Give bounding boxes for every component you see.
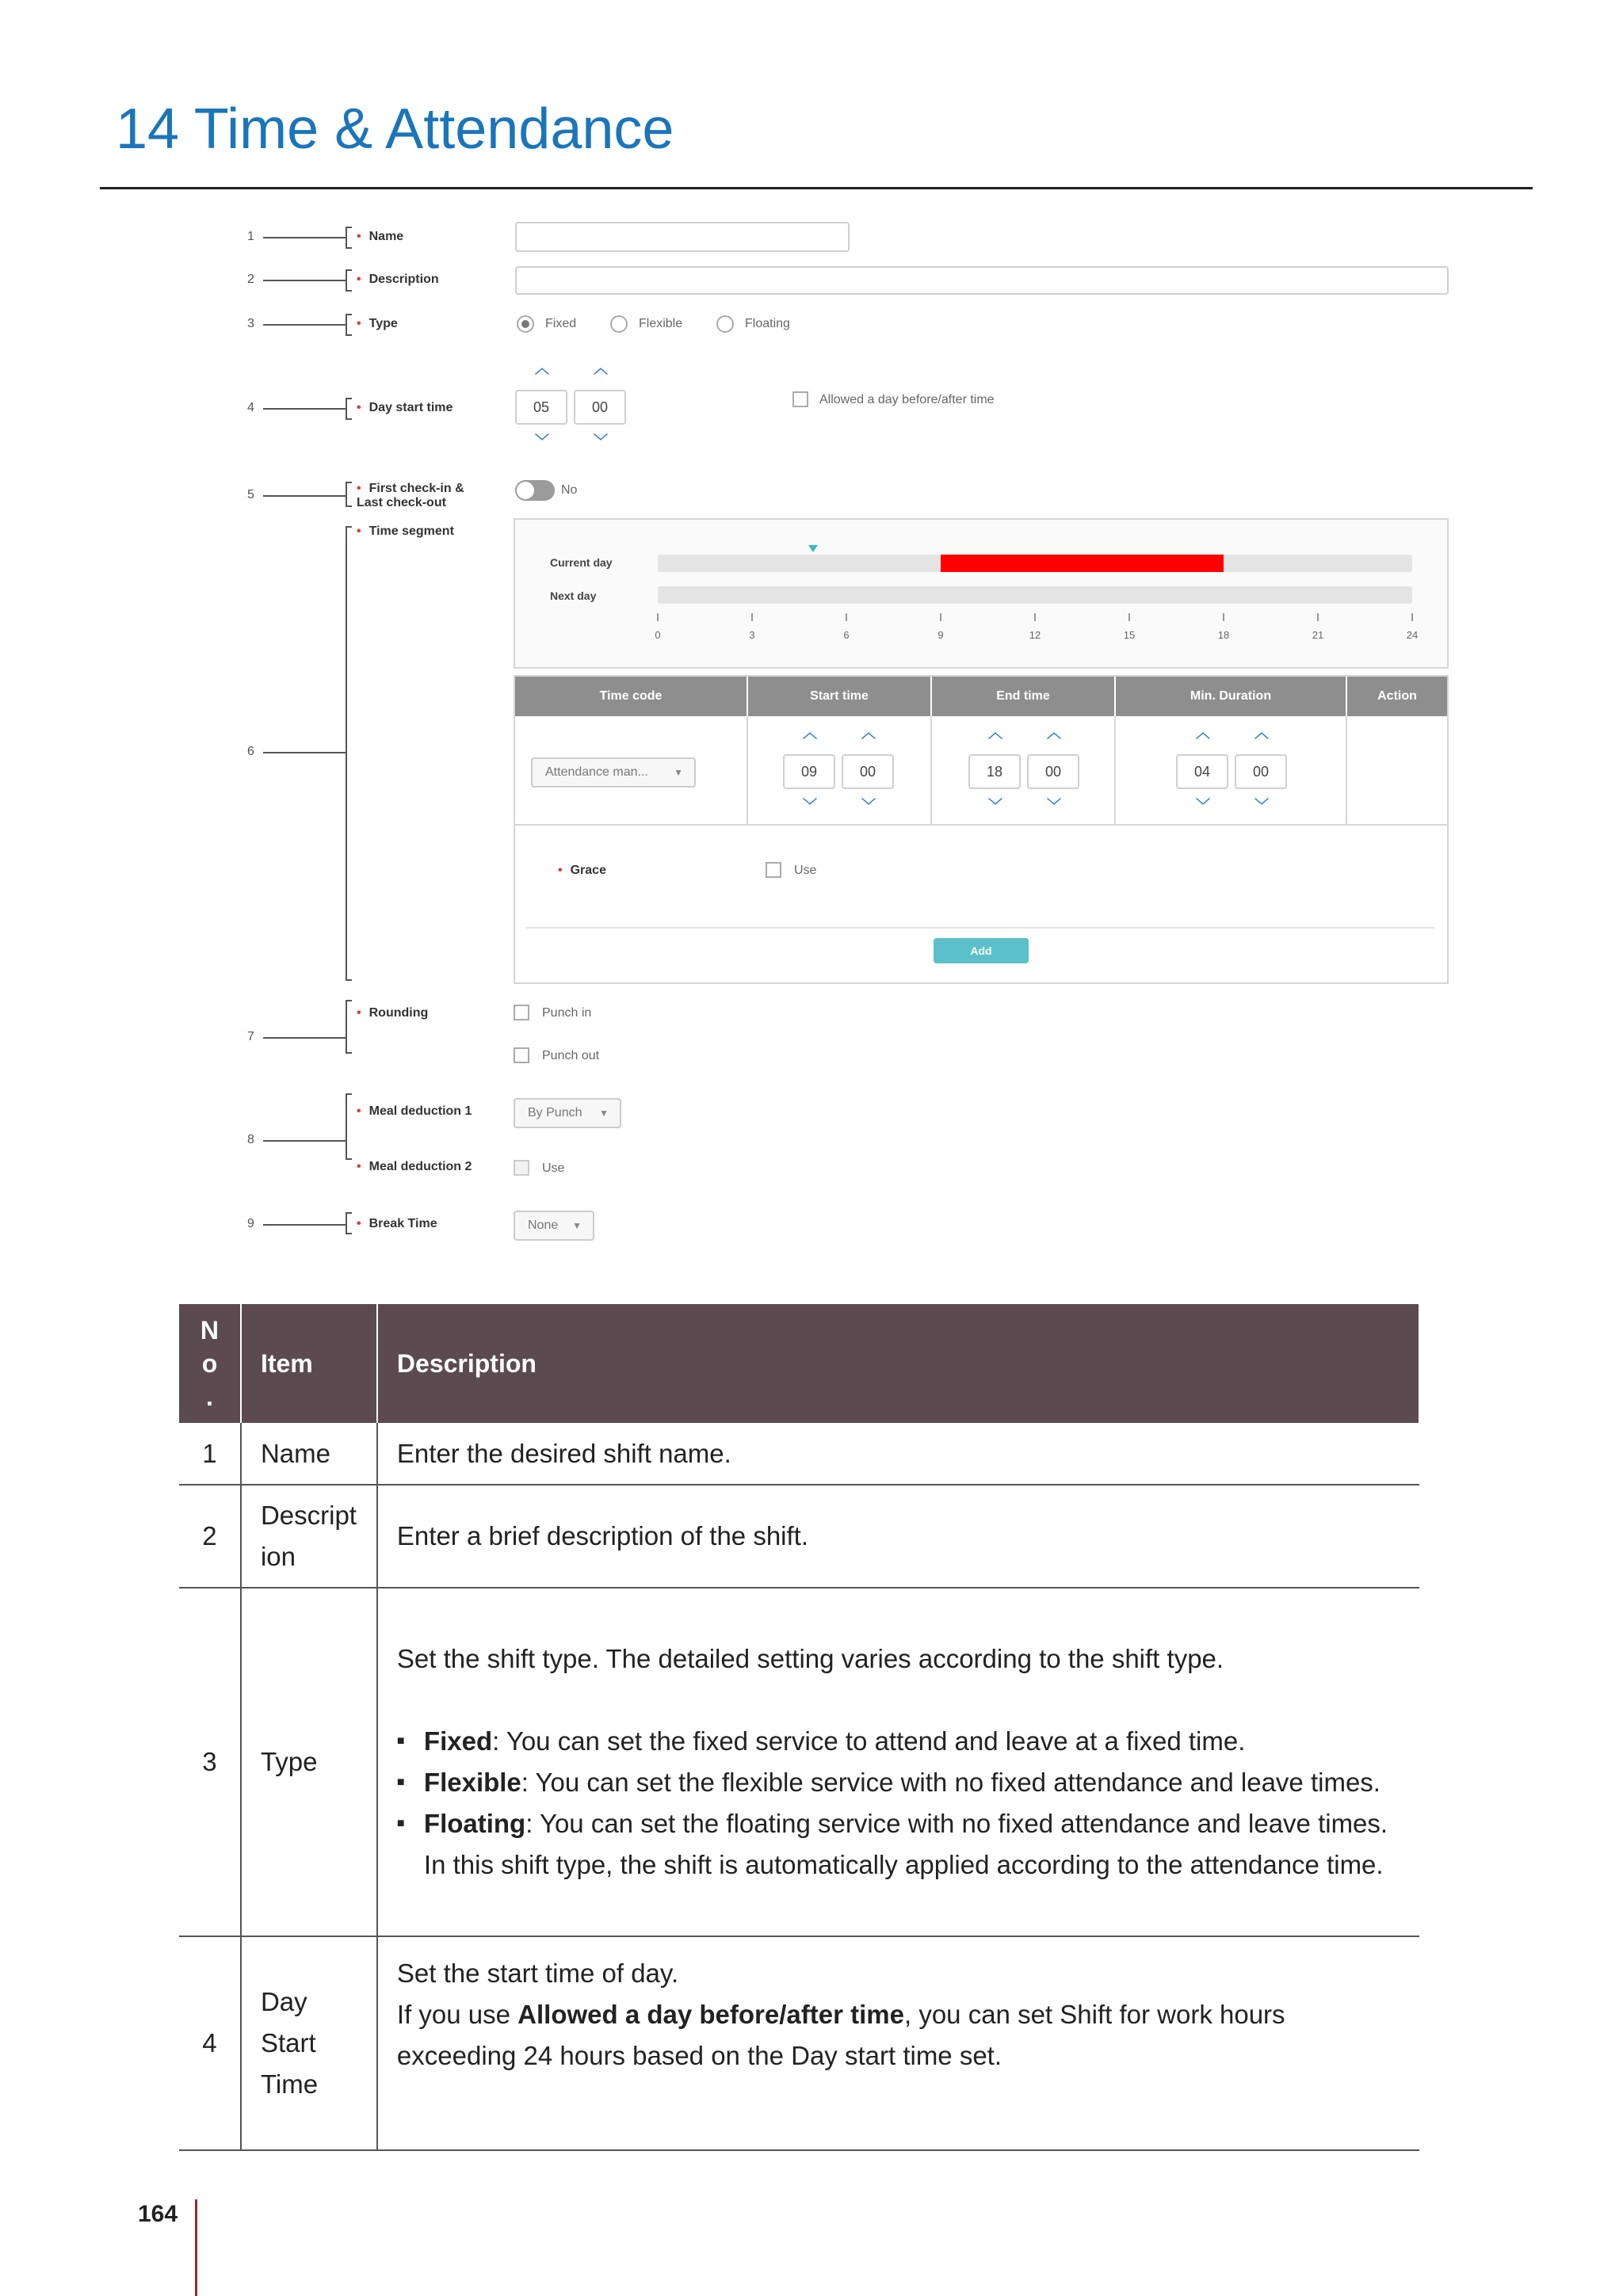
bracket (346, 269, 352, 292)
grid-header-start-time: Start time (748, 677, 930, 716)
description-label: • Description (357, 273, 439, 286)
row-description (377, 1588, 1419, 1936)
chevron-down-icon[interactable]: ﹀ (1047, 798, 1061, 814)
chevron-up-icon[interactable]: ︿ (1196, 725, 1210, 741)
axis-tick (1411, 613, 1413, 621)
callout-5: 5 (247, 488, 254, 502)
bracket (346, 1000, 352, 1054)
row-description: Enter a brief description of the shift. (377, 1485, 1419, 1588)
caret-down-icon: ▼ (674, 767, 683, 778)
time-code-dropdown[interactable]: Attendance man... ▼ (531, 757, 696, 788)
row-no: 4 (179, 1936, 241, 2150)
header-item: Item (241, 1304, 377, 1423)
type-fixed-label: Fixed (545, 317, 577, 330)
leader-line (263, 1037, 346, 1039)
name-label: • Name (357, 230, 404, 243)
row-description (377, 1936, 1419, 2150)
type-flexible-label: Flexible (639, 317, 683, 330)
table-row (179, 1485, 1419, 1588)
bullet-term: Floating (423, 1809, 526, 1838)
bullet-text: : You can set the flexible service with no fixed attendance and leave times. (521, 1768, 1381, 1797)
type-flexible-radio[interactable] (610, 315, 628, 333)
meal-deduction-2-checkbox[interactable] (514, 1160, 529, 1176)
caret-down-icon: ▼ (599, 1108, 609, 1119)
chevron-down-icon[interactable]: ﹀ (594, 433, 608, 449)
day-start-time-label: • Day start time (357, 401, 453, 414)
add-button[interactable]: Add (934, 938, 1029, 963)
axis-tick-label: 6 (843, 629, 850, 641)
grid-divider (1114, 716, 1116, 824)
grace-use-checkbox[interactable] (766, 862, 781, 878)
axis-tick (846, 613, 847, 621)
type-bullet-list (397, 1721, 1400, 1886)
callout-9: 9 (247, 1217, 254, 1230)
list-item (397, 1803, 1400, 1886)
row-no: 2 (179, 1485, 241, 1588)
chevron-down-icon[interactable]: ﹀ (803, 798, 817, 814)
caret-down-icon: ▼ (572, 1220, 582, 1231)
end-minute-input[interactable]: 00 (1027, 754, 1079, 789)
bracket (346, 1212, 352, 1234)
leader-line (263, 408, 346, 410)
allowed-day-label: Allowed a day before/after time (819, 393, 995, 406)
chevron-down-icon[interactable]: ﹀ (535, 433, 549, 449)
callout-7: 7 (247, 1030, 254, 1043)
grid-header-time-code: Time code (515, 677, 747, 716)
callout-8: 8 (247, 1133, 254, 1146)
grace-use-label: Use (794, 864, 817, 877)
punch-out-checkbox[interactable] (514, 1047, 529, 1063)
callout-6: 6 (247, 745, 254, 758)
axis-tick (940, 613, 941, 621)
callout-2: 2 (247, 273, 254, 286)
type-intro: Set the shift type. The detailed setting varies according to the shift type. (396, 1644, 1224, 1673)
type-floating-label: Floating (745, 317, 790, 330)
first-last-label: • First check-in & Last check-out (357, 482, 464, 509)
bullet-text: : You can set the floating service with no fixed attendance and leave times. In this shift type, the shift is automatically applied according to the attendance time. (423, 1809, 1388, 1879)
leader-line (263, 1224, 346, 1226)
row-item: Day Start Time (241, 1936, 377, 2150)
type-fixed-radio[interactable] (517, 315, 534, 333)
row-description: Enter the desired shift name. (377, 1423, 1419, 1485)
axis-tick (1034, 613, 1036, 621)
grid-divider (747, 716, 748, 824)
break-time-dropdown[interactable]: None ▼ (514, 1211, 594, 1241)
axis-tick-label: 12 (1029, 629, 1041, 641)
row-item: Name (241, 1423, 377, 1485)
axis-tick-label: 3 (749, 629, 755, 641)
row-no: 3 (179, 1588, 241, 1936)
axis-tick-label: 24 (1406, 629, 1419, 641)
punch-in-checkbox[interactable] (514, 1005, 529, 1020)
chevron-up-icon[interactable]: ︿ (861, 725, 876, 741)
day-start-line-1: Set the start time of day. (396, 1958, 679, 1988)
description-input[interactable] (515, 266, 1449, 295)
grid-header-end-time: End time (932, 677, 1114, 716)
divider (526, 927, 1434, 929)
type-floating-radio[interactable] (716, 315, 734, 333)
meal-deduction-dropdown[interactable]: By Punch ▼ (514, 1098, 621, 1128)
grid-header-action: Action (1347, 677, 1447, 716)
leader-line (263, 495, 346, 497)
axis-tick (1223, 613, 1224, 621)
header-description: Description (377, 1304, 1419, 1423)
axis-tick (657, 613, 659, 621)
chevron-down-icon[interactable]: ﹀ (988, 798, 1002, 814)
chevron-up-icon[interactable]: ︿ (1047, 725, 1061, 741)
axis-tick-label: 9 (938, 629, 944, 641)
leader-line (263, 237, 346, 238)
type-label: • Type (357, 317, 398, 330)
axis-tick-label: 15 (1123, 629, 1136, 641)
bullet-term: Flexible (423, 1768, 521, 1797)
next-day-track (658, 586, 1412, 604)
leader-line (263, 324, 346, 326)
grace-label: • Grace (558, 864, 606, 877)
leader-line (263, 1140, 346, 1142)
first-last-toggle[interactable] (515, 480, 555, 501)
meal-deduction-1-label: • Meal deduction 1 (357, 1104, 472, 1118)
start-minute-input[interactable]: 00 (842, 754, 894, 789)
toggle-state-label: No (561, 483, 578, 497)
row-no: 1 (179, 1423, 241, 1485)
callout-3: 3 (247, 317, 254, 330)
day-start-marker-icon (808, 545, 818, 552)
chevron-down-icon[interactable]: ﹀ (1254, 798, 1269, 814)
row-item: Description (241, 1485, 377, 1588)
meal-deduction-2-label: • Meal deduction 2 (357, 1160, 472, 1173)
page-number: 164 (138, 2201, 178, 2227)
header-no: N o . (179, 1304, 241, 1423)
meal-deduction-2-use-label: Use (542, 1161, 565, 1175)
day-start-hour-input[interactable]: 05 (515, 390, 567, 425)
bracket (346, 1093, 352, 1160)
punch-in-label: Punch in (542, 1006, 592, 1020)
chevron-up-icon[interactable]: ︿ (594, 360, 608, 376)
table-header-row (179, 1304, 1419, 1423)
chevron-up-icon[interactable]: ︿ (535, 360, 549, 376)
callout-1: 1 (247, 230, 254, 243)
duration-minute-input[interactable]: 00 (1235, 754, 1287, 789)
bullet-text: : You can set the fixed service to attend and leave at a fixed time. (492, 1726, 1246, 1756)
punch-out-label: Punch out (542, 1049, 600, 1062)
bracket (346, 398, 352, 420)
axis-tick-label: 18 (1217, 629, 1230, 641)
day-start-minute-input[interactable]: 00 (574, 390, 626, 425)
bracket (346, 526, 352, 981)
table-row (179, 1588, 1419, 1936)
page-rule (195, 2199, 197, 2296)
axis-tick (1128, 613, 1130, 621)
chevron-down-icon[interactable]: ﹀ (861, 798, 876, 814)
list-item (397, 1762, 1400, 1803)
grid-divider (1346, 716, 1347, 824)
chevron-up-icon[interactable]: ︿ (803, 725, 817, 741)
next-day-label: Next day (550, 589, 597, 602)
grid-divider (515, 824, 1447, 826)
grid-divider (930, 716, 932, 824)
chapter-title: 14 Time & Attendance (116, 97, 674, 161)
callout-4: 4 (247, 401, 254, 414)
time-segment-label: • Time segment (357, 524, 454, 538)
bracket (346, 482, 352, 507)
axis-tick-label: 0 (655, 629, 661, 641)
axis-tick (1317, 613, 1319, 621)
bullet-term: Fixed (423, 1726, 493, 1756)
current-day-range (941, 555, 1224, 572)
end-hour-input[interactable]: 18 (968, 754, 1021, 789)
name-input[interactable] (515, 222, 850, 252)
duration-hour-input[interactable]: 04 (1176, 754, 1228, 789)
axis-tick-label: 21 (1312, 629, 1324, 641)
rounding-label: • Rounding (357, 1006, 429, 1020)
break-time-label: • Break Time (357, 1217, 437, 1230)
bracket (346, 314, 352, 336)
chevron-up-icon[interactable]: ︿ (988, 725, 1002, 741)
leader-line (263, 752, 346, 753)
chevron-down-icon[interactable]: ﹀ (1196, 798, 1210, 814)
table-row (179, 1423, 1419, 1485)
chevron-up-icon[interactable]: ︿ (1254, 725, 1269, 741)
leader-line (263, 280, 346, 281)
grid-header-min-duration: Min. Duration (1116, 677, 1346, 716)
start-hour-input[interactable]: 09 (783, 754, 835, 789)
allowed-day-checkbox[interactable] (792, 391, 808, 407)
list-item (397, 1721, 1400, 1762)
current-day-label: Current day (550, 556, 613, 569)
bracket (346, 227, 352, 249)
description-table (179, 1304, 1420, 2151)
table-row (179, 1936, 1419, 2150)
day-start-line-2: If you use Allowed a day before/after time, you can set Shift for work hours exceeding 24 hours based on the Day start time set. (396, 2000, 1285, 2070)
row-item: Type (241, 1588, 377, 1936)
axis-tick (751, 613, 753, 621)
